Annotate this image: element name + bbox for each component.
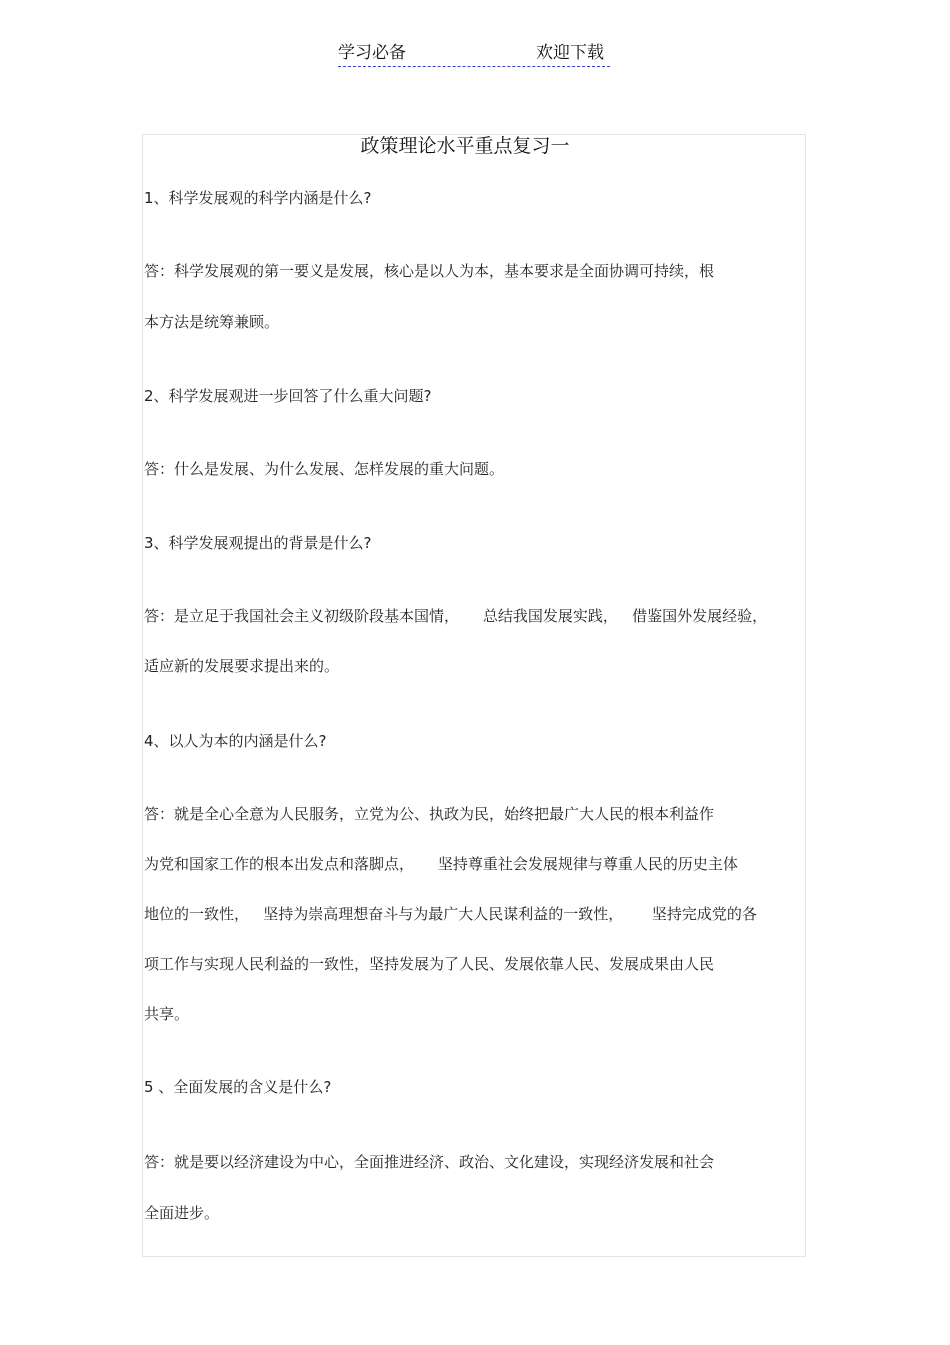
answer-4-line-1: 答：就是全心全意为人民服务，立党为公、执政为民，始终把最广大人民的根本利益作 [144,805,715,823]
answer-3-line-2: 适应新的发展要求提出来的。 [144,657,340,675]
answer-4-line-5: 共享。 [144,1005,190,1023]
header-left-text: 学习必备 [338,43,406,63]
question-5: 5 、全面发展的含义是什么? [144,1078,332,1096]
answer-1-line-2: 本方法是统筹兼顾。 [144,313,280,331]
question-1: 1、科学发展观的科学内涵是什么? [144,189,372,207]
answer-4-line-3: 地位的一致性， 坚持为崇高理想奋斗与为最广大人民谋利益的一致性， 坚持完成党的各 [144,905,757,923]
answer-5-line-2: 全面进步。 [144,1204,220,1222]
answer-4-line-2: 为党和国家工作的根本出发点和落脚点， 坚持尊重社会发展规律与尊重人民的历史主体 [144,855,738,873]
question-2: 2、科学发展观进一步回答了什么重大问题? [144,387,432,405]
answer-1-line-1: 答：科学发展观的第一要义是发展，核心是以人为本，基本要求是全面协调可持续，根 [144,262,715,280]
answer-4-line-4: 项工作与实现人民利益的一致性，坚持发展为了人民、发展依靠人民、发展成果由人民 [144,955,715,973]
question-3: 3、科学发展观提出的背景是什么? [144,534,372,552]
answer-2-line-1: 答：什么是发展、为什么发展、怎样发展的重大问题。 [144,460,505,478]
answer-3-line-1: 答：是立足于我国社会主义初级阶段基本国情， 总结我国发展实践， 借鉴国外发展经验， [144,607,768,625]
answer-5-line-1: 答：就是要以经济建设为中心，全面推进经济、政治、文化建设，实现经济发展和社会 [144,1153,715,1171]
document-title: 政策理论水平重点复习一 [360,135,570,157]
page-header [338,42,610,67]
header-right-text: 欢迎下载 [536,43,604,63]
question-4: 4、以人为本的内涵是什么? [144,732,327,750]
